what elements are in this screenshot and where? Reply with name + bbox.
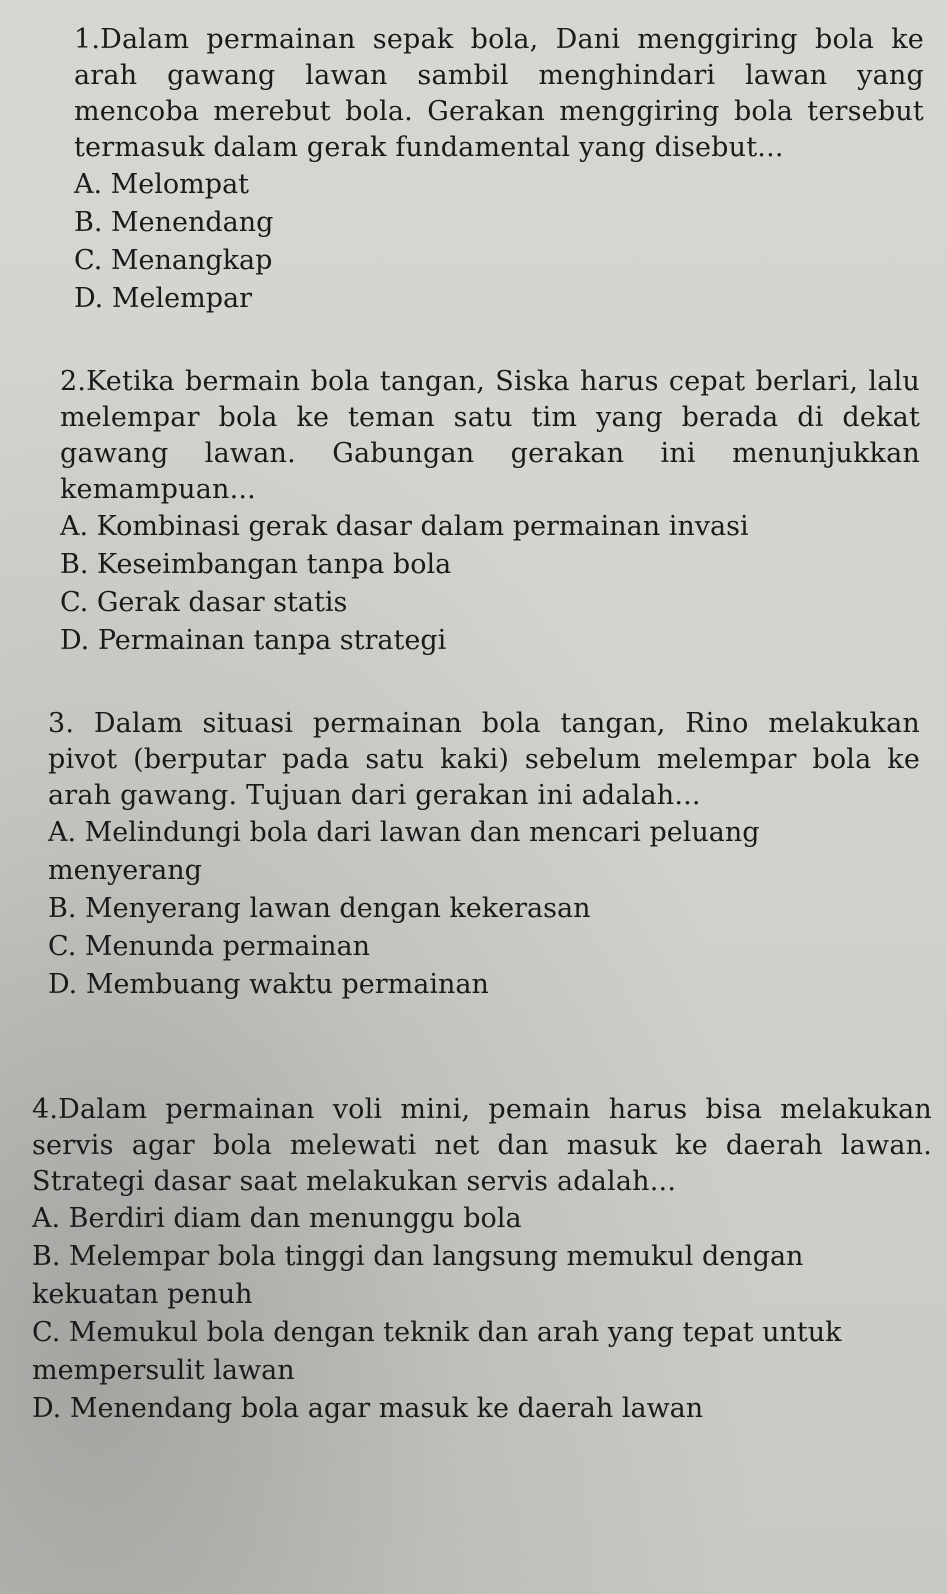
question-4-option-c: C. Memukul bola dengan teknik dan arah yang tepat untuk mempersulit lawan <box>32 1317 842 1386</box>
question-3 <box>48 706 920 1004</box>
question-4 <box>32 1092 932 1428</box>
question-2 <box>60 364 920 660</box>
question-3-options <box>48 814 920 1004</box>
question-1 <box>74 22 924 318</box>
question-4-option-b: B. Melempar bola tinggi dan langsung memukul dengan kekuatan penuh <box>32 1241 804 1310</box>
question-3-option-c: C. Menunda permainan <box>48 931 370 962</box>
question-3-stem: 3. Dalam situasi permainan bola tangan, Rino melakukan pivot (berputar pada satu kaki) sebelum melempar bola ke arah gawang. Tujuan dari gerakan ini adalah... <box>48 708 920 811</box>
question-2-options <box>60 508 920 660</box>
question-1-option-c: C. Menangkap <box>74 245 273 276</box>
question-3-option-d: D. Membuang waktu permainan <box>48 969 489 1000</box>
question-1-option-a: A. Melompat <box>74 169 250 200</box>
question-4-options <box>32 1200 932 1428</box>
question-4-option-d: D. Menendang bola agar masuk ke daerah lawan <box>32 1393 704 1424</box>
question-4-stem: 4.Dalam permainan voli mini, pemain harus bisa melakukan servis agar bola melewati net dan masuk ke daerah lawan. Strategi dasar saat melakukan servis adalah... <box>32 1094 932 1197</box>
question-2-option-b: B. Keseimbangan tanpa bola <box>60 549 452 580</box>
question-1-options <box>74 166 924 318</box>
question-1-option-b: B. Menendang <box>74 207 274 238</box>
question-2-option-a: A. Kombinasi gerak dasar dalam permainan invasi <box>60 511 749 542</box>
question-4-option-a: A. Berdiri diam dan menunggu bola <box>32 1203 522 1234</box>
question-2-option-d: D. Permainan tanpa strategi <box>60 625 447 656</box>
question-1-option-d: D. Melempar <box>74 283 252 314</box>
question-1-stem: 1.Dalam permainan sepak bola, Dani menggiring bola ke arah gawang lawan sambil menghindari lawan yang mencoba merebut bola. Gerakan menggiring bola tersebut termasuk dalam gerak fundamental yang disebut... <box>74 24 924 163</box>
question-2-option-c: C. Gerak dasar statis <box>60 587 348 618</box>
question-2-stem: 2.Ketika bermain bola tangan, Siska harus cepat berlari, lalu melempar bola ke teman satu tim yang berada di dekat gawang lawan. Gabungan gerakan ini menunjukkan kemampuan... <box>60 366 920 505</box>
question-3-option-a: A. Melindungi bola dari lawan dan mencari peluang menyerang <box>48 817 760 886</box>
question-3-option-b: B. Menyerang lawan dengan kekerasan <box>48 893 591 924</box>
